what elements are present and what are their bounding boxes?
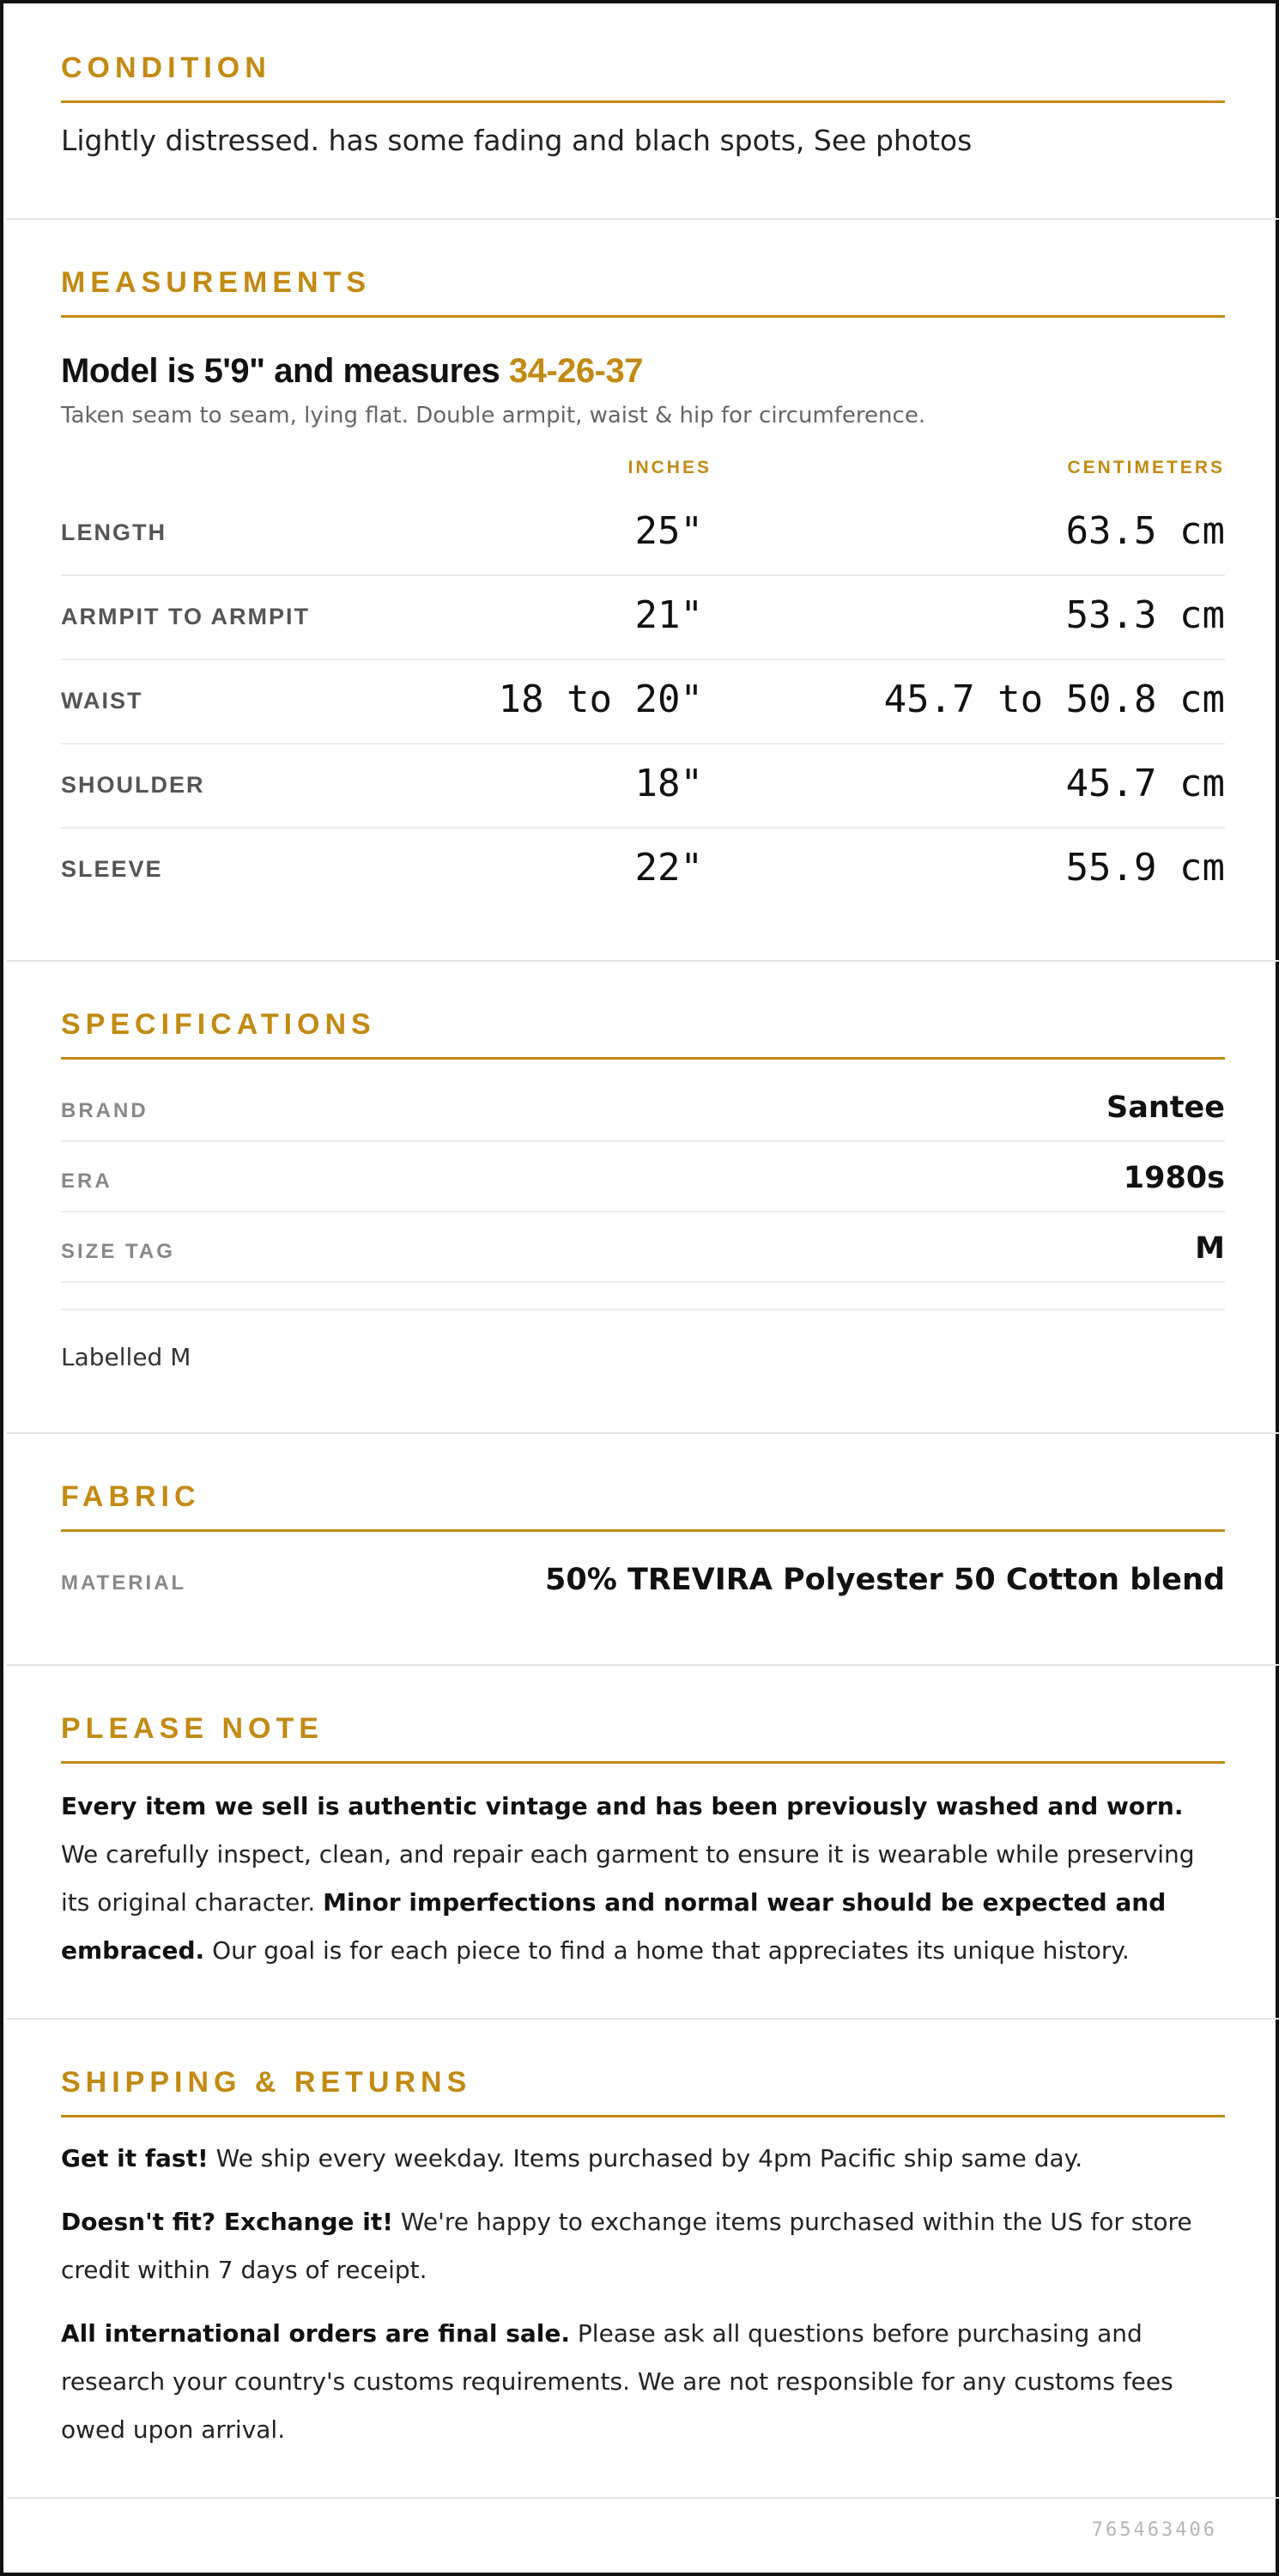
spec-value: Santee bbox=[1106, 1091, 1225, 1125]
centimeters-column-header: CENTIMETERS bbox=[1067, 458, 1225, 477]
shipping-text-3: Please ask all questions before purchasing and research your country's customs requirements. We are not responsible for any customs fees owed upon arrival. bbox=[61, 2319, 1173, 2444]
measurement-inches: 21" bbox=[634, 593, 703, 637]
measurement-inches: 18 to 20" bbox=[498, 677, 703, 721]
specifications-section bbox=[7, 1008, 1279, 1371]
spec-label: BRAND bbox=[61, 1099, 149, 1122]
condition-heading: CONDITION bbox=[61, 52, 271, 84]
heading-rule bbox=[61, 2115, 1225, 2117]
heading-rule bbox=[61, 1529, 1225, 1532]
please-note-bold-1: Every item we sell is authentic vintage and has been previously washed and worn. bbox=[61, 1792, 1184, 1820]
section-divider bbox=[7, 218, 1279, 220]
section-divider bbox=[7, 2497, 1279, 2499]
heading-rule bbox=[61, 100, 1225, 103]
shipping-text-1: We ship every weekday. Items purchased by 4pm Pacific ship same day. bbox=[208, 2144, 1083, 2172]
specifications-table bbox=[61, 1072, 1225, 1310]
fabric-label: MATERIAL bbox=[61, 1571, 187, 1595]
measurement-cm: 45.7 to 50.8 cm bbox=[883, 677, 1225, 721]
spec-label: SIZE TAG bbox=[61, 1240, 175, 1263]
fabric-section bbox=[7, 1480, 1279, 1614]
size-note: Labelled M bbox=[61, 1343, 191, 1371]
spec-row-era bbox=[61, 1142, 1225, 1212]
shipping-paragraph-1 bbox=[61, 2135, 1225, 2183]
section-divider bbox=[7, 960, 1279, 962]
spec-label: ERA bbox=[61, 1170, 112, 1193]
fabric-heading: FABRIC bbox=[61, 1480, 201, 1513]
please-note-text-1: We carefully inspect, clean, and repair each garment to ensure it is wearable while preserving its original character. bbox=[61, 1840, 1195, 1917]
measurement-row bbox=[61, 744, 1225, 829]
spec-value: 1980s bbox=[1123, 1161, 1225, 1195]
measurement-inches: 22" bbox=[634, 846, 703, 890]
shipping-section bbox=[7, 2066, 1279, 2454]
measurement-label: SLEEVE bbox=[61, 856, 163, 882]
measurement-row bbox=[61, 492, 1225, 576]
measurement-label: ARMPIT TO ARMPIT bbox=[61, 604, 310, 629]
measurement-note: Taken seam to seam, lying flat. Double armpit, waist & hip for circumference. bbox=[61, 403, 926, 428]
shipping-paragraph-2 bbox=[61, 2198, 1225, 2294]
heading-rule bbox=[61, 315, 1225, 318]
measurement-table bbox=[61, 492, 1225, 913]
fabric-row bbox=[61, 1544, 1225, 1614]
measurement-cm: 45.7 cm bbox=[1065, 762, 1225, 805]
model-measures-value: 34-26-37 bbox=[508, 352, 643, 390]
spec-row-brand bbox=[61, 1072, 1225, 1142]
please-note-section bbox=[7, 1712, 1279, 1975]
please-note-text-2: Our goal is for each piece to find a home that appreciates its unique history. bbox=[204, 1936, 1130, 1965]
section-divider bbox=[7, 1432, 1279, 1434]
heading-rule bbox=[61, 1761, 1225, 1764]
measurement-row bbox=[61, 660, 1225, 744]
measurement-cm: 63.5 cm bbox=[1065, 509, 1225, 553]
measurement-label: LENGTH bbox=[61, 519, 167, 545]
please-note-text bbox=[61, 1783, 1225, 1975]
please-note-heading: PLEASE NOTE bbox=[61, 1712, 324, 1745]
measurement-row bbox=[61, 829, 1225, 913]
measurement-cm: 55.9 cm bbox=[1065, 846, 1225, 890]
measurement-label: WAIST bbox=[61, 688, 143, 714]
model-prefix: Model is 5'9" and measures bbox=[61, 352, 509, 390]
spec-value: M bbox=[1195, 1231, 1225, 1266]
shipping-text-2: We're happy to exchange items purchased within the US for store credit within 7 days of receipt. bbox=[61, 2208, 1192, 2284]
condition-section bbox=[7, 52, 1279, 157]
measurements-heading: MEASUREMENTS bbox=[61, 266, 372, 299]
shipping-paragraph-3 bbox=[61, 2310, 1225, 2454]
model-measures bbox=[61, 352, 1225, 391]
shipping-bold-3: All international orders are final sale. bbox=[61, 2319, 571, 2348]
section-divider bbox=[7, 1664, 1279, 1666]
spec-spacer bbox=[61, 1283, 1225, 1310]
fabric-value: 50% TREVIRA Polyester 50 Cotton blend bbox=[544, 1563, 1225, 1597]
heading-rule bbox=[61, 1057, 1225, 1060]
measurement-label: SHOULDER bbox=[61, 772, 205, 798]
product-id: 765463406 bbox=[1091, 2519, 1217, 2541]
measurement-inches: 25" bbox=[634, 509, 703, 553]
specifications-heading: SPECIFICATIONS bbox=[61, 1008, 376, 1041]
shipping-bold-1: Get it fast! bbox=[61, 2144, 209, 2172]
condition-text: Lightly distressed. has some fading and blach spots, See photos bbox=[61, 124, 973, 157]
section-divider bbox=[7, 2018, 1279, 2020]
please-note-bold-2: Minor imperfections and normal wear should be expected and embraced. bbox=[61, 1888, 1167, 1965]
inches-column-header: INCHES bbox=[627, 458, 712, 477]
measurement-row bbox=[61, 576, 1225, 660]
shipping-bold-2: Doesn't fit? Exchange it! bbox=[61, 2208, 393, 2236]
measurement-inches: 18" bbox=[634, 762, 703, 805]
measurements-section bbox=[7, 266, 1279, 913]
spec-row-size-tag bbox=[61, 1212, 1225, 1283]
measurement-cm: 53.3 cm bbox=[1065, 593, 1225, 637]
shipping-heading: SHIPPING & RETURNS bbox=[61, 2066, 472, 2099]
measurement-column-headers bbox=[61, 458, 1225, 492]
